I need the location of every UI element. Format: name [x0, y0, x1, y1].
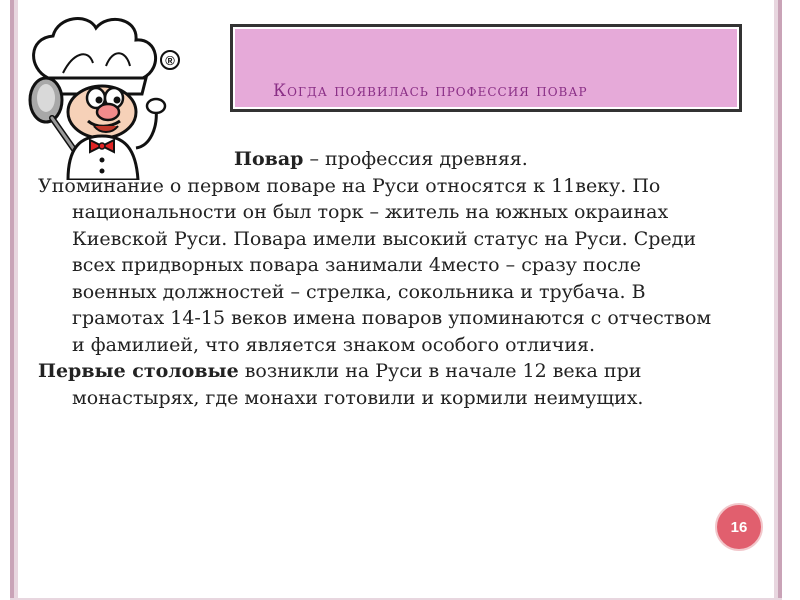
paragraph-1: Упоминание о первом поваре на Руси относятся к 11веку. По национальности он был торк – житель на южных окраинах Киевской Руси. Повара имели высокий статус на Руси. Среди всех придворных повара занимали 4место – сразу после военных должностей – стрелка, сокольника и трубача. В грамотах 14-15 веков имена поваров упоминаются с отчеством и фамилией, что является знаком особого отличия.	[38, 174, 712, 356]
registered-mark: ®	[165, 53, 175, 68]
paragraph-2-bold-term: Первые столовые	[38, 360, 239, 382]
slide-title: Когда появилась профессия повар	[273, 81, 588, 101]
right-border-inner	[774, 0, 778, 600]
intro-line	[38, 146, 718, 173]
page-number-badge: 16	[715, 503, 763, 551]
right-border	[778, 0, 782, 600]
title-box	[230, 24, 742, 112]
slide-body	[38, 146, 718, 411]
paragraph-2	[38, 358, 718, 411]
intro-rest: – профессия древняя.	[303, 148, 528, 170]
paragraph-2-rest: возникли на Руси в начале 12 века при монастырях, где монахи готовили и кормили неимущих.	[72, 360, 644, 409]
intro-bold-term: Повар	[234, 148, 304, 170]
